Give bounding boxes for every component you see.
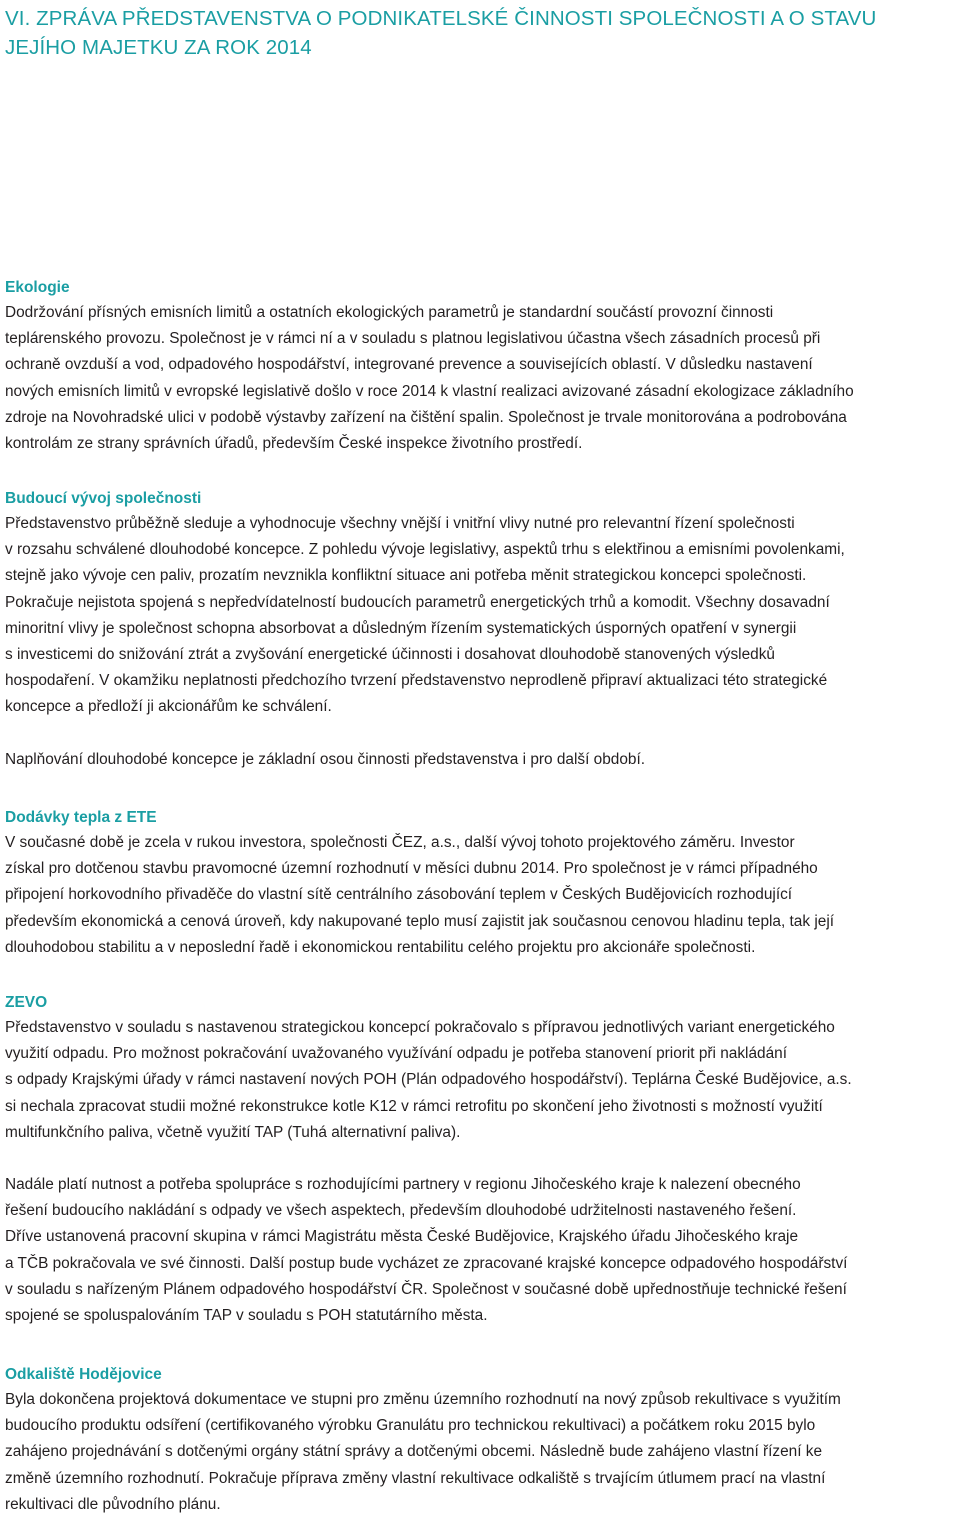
section-zevo bbox=[5, 991, 955, 1329]
section-paragraph-zevo-1: Představenstvo v souladu s nastavenou strategickou koncepcí pokračovalo s přípravou jednotlivých variant energetického využití odpadu. Pro možnost pokračování uvažovaného využívání odpadu je potřeba stanovení priorit při nakládání s odpady Krajskými úřady v rámci nastavení nových POH (Plán odpadového hospodářství). Teplárna České Budějovice, a.s. si nechala zpracovat studii možné rekonstrukce kotle K12 v rámci retrofitu po skončení jeho životnosti s možností využití multifunkčního paliva, včetně využití TAP (Tuhá alternativní paliva). bbox=[5, 1019, 852, 1141]
section-paragraph-budouci-vyvoj-2: Naplňování dlouhodobé koncepce je základní osou činnosti představenstva i pro další období. bbox=[5, 750, 645, 768]
section-heading-zevo: ZEVO bbox=[5, 994, 48, 1011]
section-paragraph-budouci-vyvoj-1: Představenstvo průběžně sleduje a vyhodnocuje všechny vnější i vnitřní vlivy nutné pro relevantní řízení společnosti v rozsahu schválené dlouhodobé koncepce. Z pohledu vývoje legislativy, aspektů trhu s elektřinou a emisními povolenkami, stejně jako vývoje cen paliv, prozatím nevznikla konfliktní situace ani potřeba měnit strategickou koncepci společnosti. Pokračuje nejistota spojená s nepředvídatelností budoucích parametrů energetických trhů a komodit. Všechny dosavadní minoritní vlivy je společnost schopna absorbovat a důsledným řízením systematických úsporných opatření v synergii s investicemi do snižování ztrát a zvyšování energetické účinnosti i dosahovat dlouhodobě stanovených výsledků hospodaření. V okamžiku neplatnosti předchozího tvrzení představenstvo neprodleně připraví aktualizaci této strategické koncepce a předloží ji akcionářům ke schválení. bbox=[5, 515, 845, 716]
section-budouci-vyvoj bbox=[5, 487, 955, 773]
section-heading-ekologie: Ekologie bbox=[5, 279, 70, 296]
section-heading-odkaliste: Odkaliště Hodějovice bbox=[5, 1366, 162, 1383]
section-paragraph-ekologie-1: Dodržování přísných emisních limitů a ostatních ekologických parametrů je standardní součástí provozní činnosti teplárenského provozu. Společnost je v rámci ní a v souladu s platnou legislativou účastna všech zásadních procesů při ochraně ovzduší a vod, odpadového hospodářství, integrované prevence a souvisejících oblastí. V důsledku nastavení nových emisních limitů v evropské legislativě došlo v roce 2014 k vlastní realizaci avizované zásadní ekologizace základního zdroje na Novohradské ulici v podobě výstavby zařízení na čištění spalin. Společnost je trvale monitorována a podrobována kontrolám ze strany správních úřadů, především České inspekce životního prostředí. bbox=[5, 304, 854, 453]
section-heading-dodavky-tepla: Dodávky tepla z ETE bbox=[5, 809, 157, 826]
section-paragraph-odkaliste-1: Byla dokončena projektová dokumentace ve stupni pro změnu územního rozhodnutí na nový způsob rekultivace s využitím budoucího produktu odsíření (certifikovaného výrobku Granulátu pro technickou rekultivaci) a počátkem roku 2015 bylo zahájeno projednávání s dotčenými orgány státní správy a dotčenými obcemi. Následně bude zahájeno vlastní řízení ke změně územního rozhodnutí. Pokračuje příprava změny vlastní rekultivace odkaliště s trvajícím útlumem prací na vlastní rekultivaci dle původního plánu. bbox=[5, 1391, 841, 1513]
section-heading-budouci-vyvoj: Budoucí vývoj společnosti bbox=[5, 490, 202, 507]
section-odkaliste bbox=[5, 1363, 955, 1518]
section-dodavky-tepla bbox=[5, 806, 955, 961]
section-ekologie bbox=[5, 276, 955, 457]
section-paragraph-zevo-2: Nadále platí nutnost a potřeba spolupráce s rozhodujícími partnery v regionu Jihočeského kraje k nalezení obecného řešení budoucího nakládání s odpady ve všech aspektech, především dlouhodobé udržitelnosti nastaveného řešení. Dříve ustanovená pracovní skupina v rámci Magistrátu města České Budějovice, Krajského úřadu Jihočeského kraje a TČB pokračovala ve své činnosti. Další postup bude vycházet ze zpracované krajské koncepce odpadového hospodářství v souladu s nařízeným Plánem odpadového hospodářství ČR. Společnost v současné době upřednostňuje technické řešení spojené se spoluspalováním TAP v souladu s POH statutárního města. bbox=[5, 1176, 848, 1325]
chapter-title: VI. ZPRÁVA PŘEDSTAVENSTVA O PODNIKATELSKÉ ČINNOSTI SPOLEČNOSTI A O STAVU JEJÍHO MAJETKU ZA ROK 2014 bbox=[5, 7, 877, 59]
section-paragraph-dodavky-tepla-1: V současné době je zcela v rukou investora, společnosti ČEZ, a.s., další vývoj tohoto projektového záměru. Investor získal pro dotčenou stavbu pravomocné územní rozhodnutí v měsíci dubnu 2014. Pro společnost je v rámci případného připojení horkovodního přivaděče do vlastní sítě centrálního zásobování teplem v Českých Budějovicích rozhodující především ekonomická a cenová úroveň, kdy nakupované teplo musí zajistit jak současnou cenovou hladinu tepla, tak její dlouhodobou stabilitu a v neposlední řadě i ekonomickou rentabilitu celého projektu pro akcionáře společnosti. bbox=[5, 834, 835, 956]
